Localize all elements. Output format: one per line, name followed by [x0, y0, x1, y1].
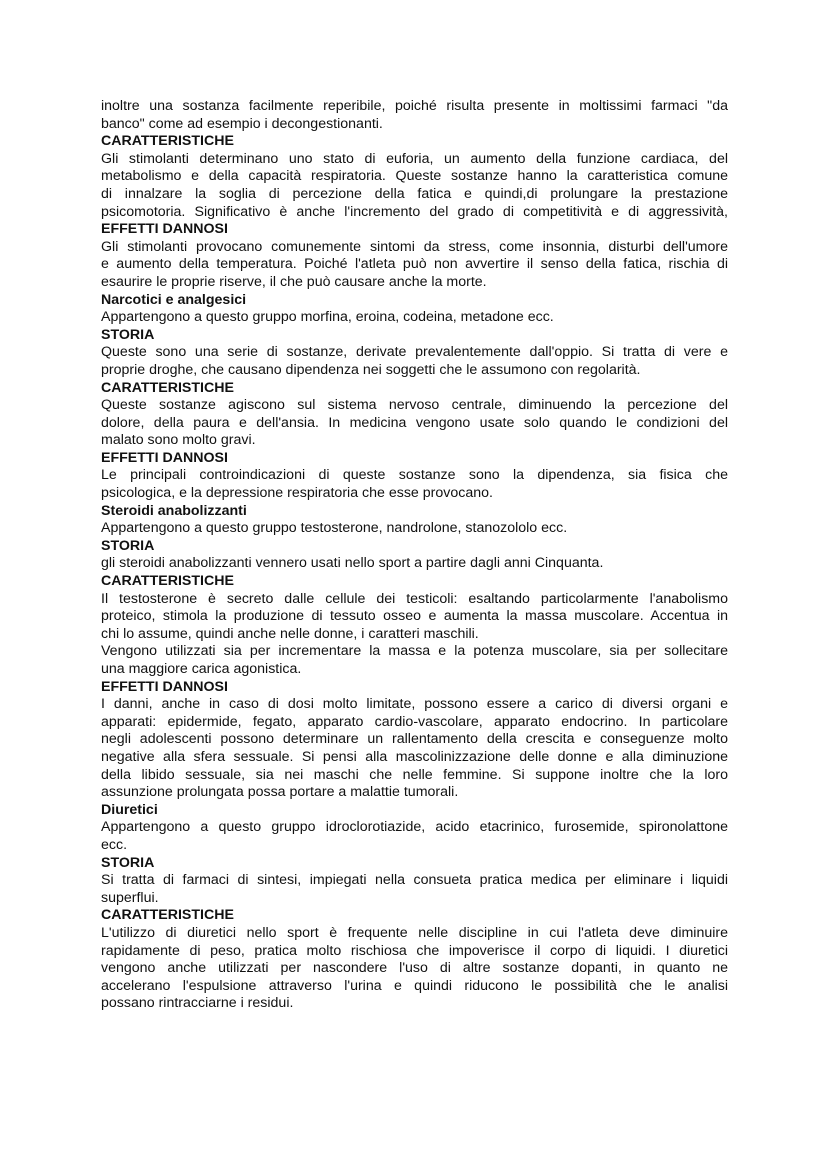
body-text-line: chi lo assume, quindi anche nelle donne, i caratteri maschili. — [101, 625, 479, 642]
section-heading: EFFETTI DANNOSI — [101, 449, 228, 466]
section-heading: Diuretici — [101, 801, 158, 818]
section-heading: CARATTERISTICHE — [101, 573, 234, 590]
section-heading: STORIA — [101, 854, 155, 871]
body-text-line: esaurire le proprie riserve, il che può causare anche la morte. — [101, 273, 487, 290]
section-heading: EFFETTI DANNOSI — [101, 678, 228, 695]
body-text-line: Queste sostanze agiscono sul sistema nervoso centrale, diminuendo la percezione del — [101, 397, 728, 414]
body-text-line: Queste sono una serie di sostanze, derivate prevalentemente dall'oppio. Si tratta di vere e — [101, 344, 728, 361]
body-text-line: Appartengono a questo gruppo testosterone, nandrolone, stanozololo ecc. — [101, 520, 568, 537]
body-text-line: di innalzare la soglia di percezione della fatica e quindi,di prolungare la prestazione — [101, 185, 728, 202]
body-text-line: della libido sessuale, sia nei maschi che nelle femmine. Si suppone inoltre che la loro — [101, 766, 728, 783]
body-text-line: banco" come ad esempio i decongestionanti. — [101, 115, 383, 132]
body-text-line: Gli stimolanti provocano comunemente sintomi da stress, come insonnia, disturbi dell'umore — [101, 238, 728, 255]
body-text-line: ecc. — [101, 836, 128, 853]
body-text-line: proteico, stimola la produzione di tessuto osseo e aumenta la massa muscolare. Accentua in — [101, 608, 728, 625]
body-text-line: apparati: epidermide, fegato, apparato cardio-vascolare, apparato endocrino. In particolare — [101, 713, 728, 730]
body-text-line: L'utilizzo di diuretici nello sport è frequente nelle discipline in cui l'atleta deve diminuire — [101, 924, 728, 941]
body-text-line: negative alla sfera sessuale. Si pensi alla mascolinizzazione delle donne e alla diminuzione — [101, 748, 728, 765]
body-text-line: Appartengono a questo gruppo morfina, eroina, codeina, metadone ecc. — [101, 309, 554, 326]
body-text-line: vengono anche utilizzati per nascondere l'uso di altre sostanze dopanti, in quanto ne — [101, 960, 728, 977]
section-heading: Narcotici e analgesici — [101, 291, 247, 308]
body-text-line: possano rintracciarne i residui. — [101, 995, 294, 1012]
section-heading: STORIA — [101, 326, 155, 343]
body-text-line: psicologica, e la depressione respiratoria che esse provocano. — [101, 485, 493, 502]
body-text-line: superflui. — [101, 889, 159, 906]
body-text-line: psicomotoria. Significativo è anche l'incremento del grado di competitività e di aggressività, — [101, 203, 728, 220]
document-body — [101, 98, 728, 1013]
body-text-line: Il testosterone è secreto dalle cellule dei testicoli: esaltando particolarmente l'anabolismo — [101, 590, 728, 607]
body-text-line: e aumento della temperatura. Poiché l'atleta può non avvertire il senso della fatica, rischia di — [101, 256, 728, 273]
body-text-line: Appartengono a questo gruppo idroclorotiazide, acido etacrinico, furosemide, spironolattone — [101, 819, 728, 836]
body-text-line: Le principali controindicazioni di queste sostanze sono la dipendenza, sia fisica che — [101, 467, 728, 484]
body-text-line: gli steroidi anabolizzanti vennero usati nello sport a partire dagli anni Cinquanta. — [101, 555, 604, 572]
body-text-line: inoltre una sostanza facilmente reperibile, poiché risulta presente in moltissimi farmaci "da — [101, 98, 728, 114]
body-text-line: metabolismo e della capacità respiratoria. Queste sostanze hanno la caratteristica comune — [101, 168, 728, 185]
body-text-line: accelerano l'espulsione attraverso l'urina e quindi riducono le possibilità che le analisi — [101, 977, 728, 994]
body-text-line: dolore, della paura e dell'ansia. In medicina vengono usate solo quando le condizioni del — [101, 414, 728, 431]
body-text-line: Vengono utilizzati sia per incrementare la massa e la potenza muscolare, sia per sollecitare — [101, 643, 728, 660]
section-heading: CARATTERISTICHE — [101, 907, 234, 924]
body-text-line: malato sono molto gravi. — [101, 432, 256, 449]
section-heading: Steroidi anabolizzanti — [101, 502, 247, 519]
body-text-line: assunzione prolungata possa portare a malattie tumorali. — [101, 784, 459, 801]
body-text-line: Si tratta di farmaci di sintesi, impiegati nella consueta pratica medica per eliminare i liquidi — [101, 872, 728, 889]
body-text-line: una maggiore carica agonistica. — [101, 661, 302, 677]
section-heading: EFFETTI DANNOSI — [101, 221, 228, 238]
body-text-line: Gli stimolanti determinano uno stato di euforia, un aumento della funzione cardiaca, del — [101, 150, 728, 167]
body-text-line: rapidamente di peso, pratica molto rischiosa che impoverisce il corpo di liquidi. I diuretici — [101, 942, 728, 959]
body-text-line: proprie droghe, che causano dipendenza nei soggetti che le assumono con regolarità. — [101, 361, 641, 378]
section-heading: CARATTERISTICHE — [101, 379, 234, 396]
section-heading: STORIA — [101, 537, 155, 554]
body-text-line: I danni, anche in caso di dosi molto limitate, possono essere a carico di diversi organi e — [101, 696, 728, 713]
section-heading: CARATTERISTICHE — [101, 133, 234, 150]
body-text-line: negli adolescenti possono determinare un rallentamento della crescita e conseguenze molto — [101, 731, 728, 748]
